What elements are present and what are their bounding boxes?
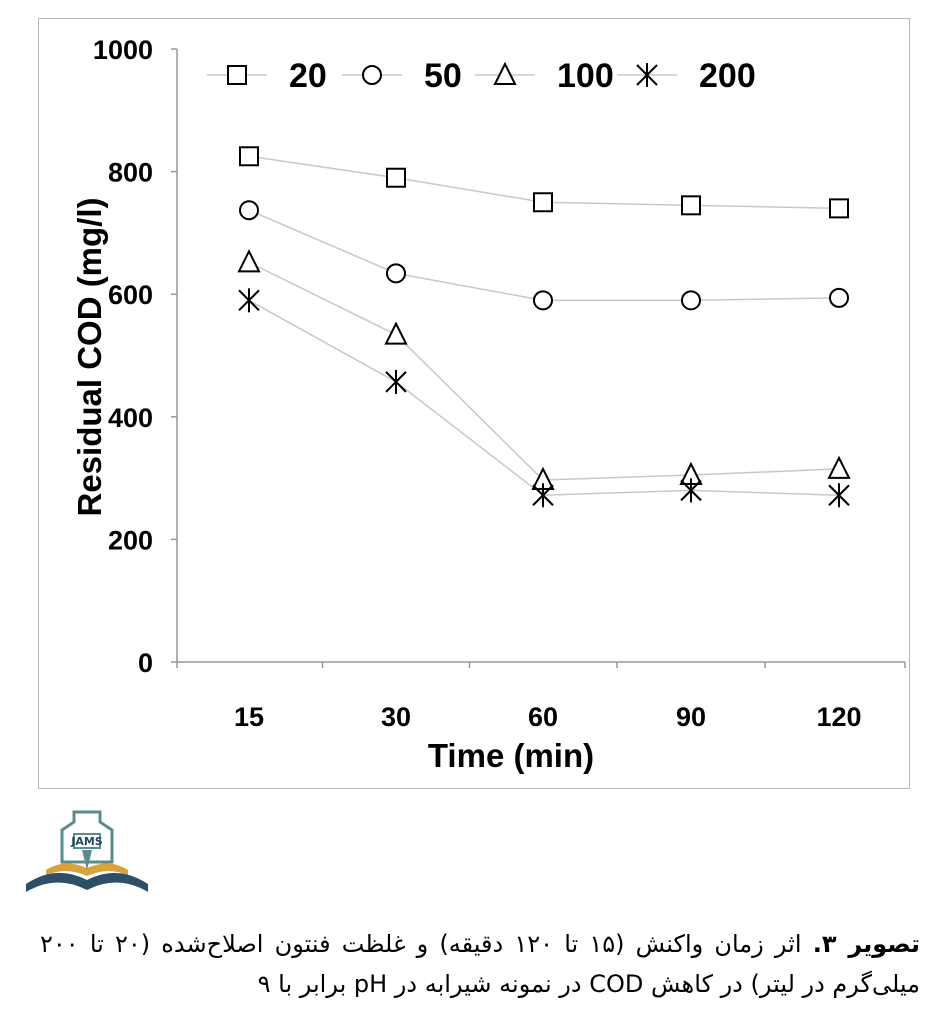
legend-item-20: [207, 57, 327, 95]
legend-label: 20: [289, 57, 327, 95]
y-tick-label: 600: [107, 280, 153, 311]
data-point-20-120: [830, 199, 848, 217]
data-point-50-90: [682, 291, 700, 309]
y-axis-title: Residual COD (mg/l): [71, 197, 108, 517]
data-point-100-15: [239, 251, 259, 271]
y-tick-label: 1000: [92, 35, 153, 65]
data-point-50-30: [387, 264, 405, 282]
caption-label: تصویر ۳.: [812, 930, 921, 958]
caption-text: اثر زمان واکنش (۱۵ تا ۱۲۰ دقیقه) و غلظت فنتون اصلاح‌شده (۲۰ تا ۲۰۰ میلی‌گرم در لیتر) در کاهش COD در نمونه شیرابه در pH برابر با ۹: [40, 930, 920, 998]
legend-triangle-icon: [495, 64, 515, 84]
chart-legend: [207, 57, 756, 95]
data-point-100-120: [829, 458, 849, 478]
y-tick-label: 800: [107, 157, 153, 188]
series-markers: [239, 147, 849, 507]
data-point-20-30: [387, 169, 405, 187]
series-line-50: [249, 210, 839, 300]
data-point-200-30: [386, 370, 406, 394]
figure-caption: [40, 924, 920, 1004]
legend-circle-icon: [363, 66, 381, 84]
x-tick-label: 30: [380, 702, 412, 732]
legend-square-icon: [228, 66, 246, 84]
jams-logo: [24, 800, 150, 900]
legend-item-200: [617, 57, 756, 95]
x-tick-label: 15: [233, 702, 265, 732]
legend-label: 50: [424, 57, 462, 95]
data-point-200-15: [239, 288, 259, 312]
legend-label: 100: [557, 57, 614, 95]
x-tick-label: 120: [816, 702, 862, 732]
logo-text: JAMS: [71, 835, 103, 848]
x-axis-title: Time (min): [427, 737, 595, 774]
x-tick-label: 60: [527, 702, 559, 732]
legend-item-50: [342, 57, 462, 95]
y-tick-label: 0: [137, 648, 153, 678]
data-point-100-30: [386, 324, 406, 344]
tick-labels: [93, 35, 862, 732]
data-point-20-15: [240, 147, 258, 165]
data-point-50-15: [240, 201, 258, 219]
x-tick-label: 90: [675, 702, 707, 732]
chart-svg: [39, 19, 911, 790]
chart-frame: [38, 18, 910, 789]
data-point-20-90: [682, 196, 700, 214]
y-tick-label: 400: [107, 402, 153, 433]
chart-axes: [171, 49, 905, 668]
legend-label: 200: [699, 57, 756, 95]
y-tick-label: 200: [107, 525, 153, 556]
legend-item-100: [475, 57, 614, 95]
data-point-20-60: [534, 193, 552, 211]
series-line-200: [249, 300, 839, 495]
data-point-50-60: [534, 291, 552, 309]
data-point-50-120: [830, 289, 848, 307]
